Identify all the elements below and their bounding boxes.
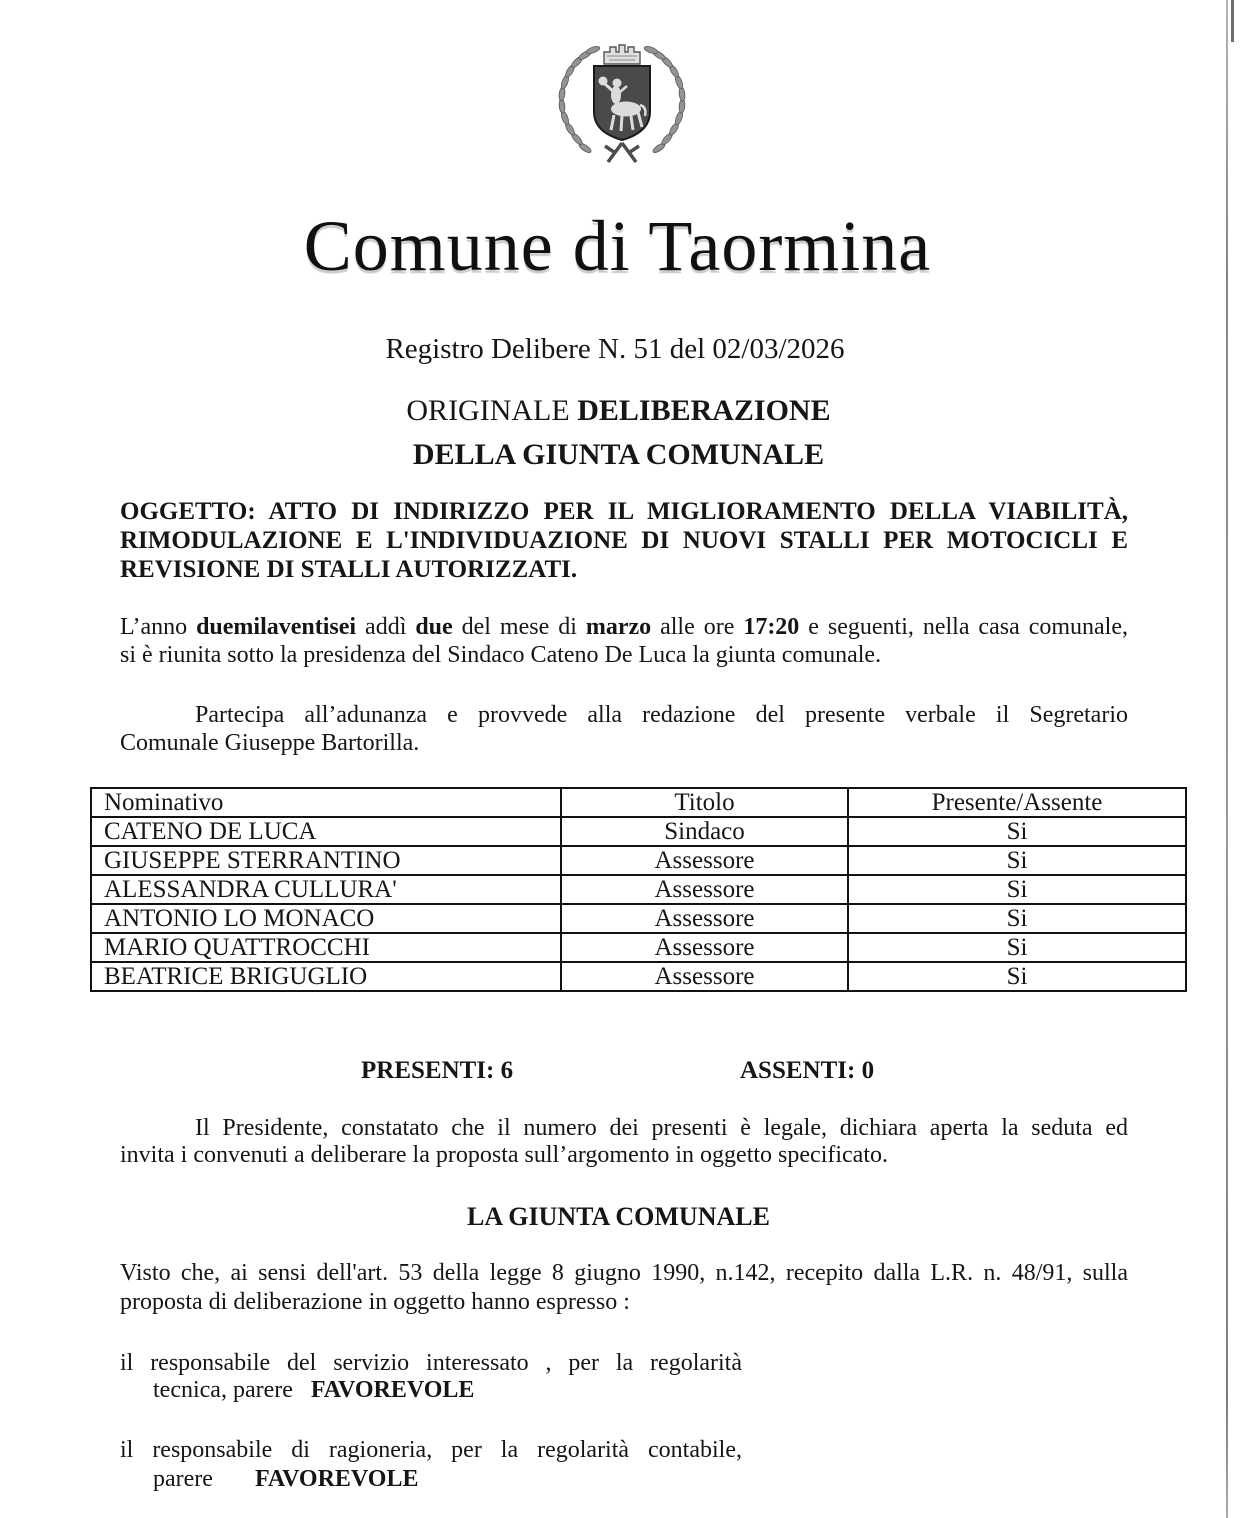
attendance-table xyxy=(90,787,1187,992)
column-header-presente-assente: Presente/Assente xyxy=(848,788,1186,817)
member-presence: Si xyxy=(848,875,1186,904)
table-header-row xyxy=(91,788,1186,817)
technical-opinion-line2: tecnica, parere FAVOREVOLE xyxy=(153,1377,475,1403)
register-line: Registro Delibere N. 51 del 02/03/2026 xyxy=(385,333,845,365)
technical-opinion-line1: il responsabile del servizio interessato , per la regolarità xyxy=(120,1350,742,1376)
member-title: Assessore xyxy=(561,904,848,933)
member-presence: Si xyxy=(848,962,1186,991)
subject-paragraph xyxy=(120,497,1128,584)
member-title: Assessore xyxy=(561,962,848,991)
member-presence: Si xyxy=(848,933,1186,962)
secretary-paragraph xyxy=(120,701,1128,757)
session-paragraph xyxy=(120,613,1128,669)
visto-line2: proposta di deliberazione in oggetto hanno espresso : xyxy=(120,1289,630,1315)
accounting-opinion-line1: il responsabile di ragioneria, per la regolarità contabile, xyxy=(120,1437,742,1463)
scan-edge-tick xyxy=(1231,0,1234,42)
table-row xyxy=(91,904,1186,933)
municipality-title: Comune di Taormina xyxy=(303,206,932,286)
member-name: ANTONIO LO MONACO xyxy=(91,904,561,933)
presenti-count: PRESENTI: 6 xyxy=(361,1057,514,1084)
member-name: ALESSANDRA CULLURA' xyxy=(91,875,561,904)
member-presence: Si xyxy=(848,904,1186,933)
municipal-crest-icon xyxy=(552,40,692,172)
table-row xyxy=(91,846,1186,875)
giunta-heading: LA GIUNTA COMUNALE xyxy=(467,1202,770,1231)
member-title: Assessore xyxy=(561,933,848,962)
visto-paragraph xyxy=(120,1259,1128,1317)
subject-line: RIMODULAZIONE E L'INDIVIDUAZIONE DI NUOVI STALLI PER MOTOCICLI E xyxy=(120,527,1128,554)
doc-type-line1: ORIGINALE DELIBERAZIONE xyxy=(406,394,831,427)
secretary-line2: Comunale Giuseppe Bartorilla. xyxy=(120,730,420,756)
member-presence: Si xyxy=(848,846,1186,875)
table-row xyxy=(91,817,1186,846)
column-header-titolo: Titolo xyxy=(561,788,848,817)
opening-line1: Il Presidente, constatato che il numero dei presenti è legale, dichiara aperta la seduta ed xyxy=(195,1115,1128,1141)
table-row xyxy=(91,875,1186,904)
table-row xyxy=(91,933,1186,962)
member-name: GIUSEPPE STERRANTINO xyxy=(91,846,561,875)
technical-opinion xyxy=(120,1350,742,1404)
accounting-verdict: FAVOREVOLE xyxy=(254,1466,419,1492)
opening-line2: invita i convenuti a deliberare la proposta sull’argomento in oggetto specificato. xyxy=(120,1142,888,1168)
subject-line: REVISIONE DI STALLI AUTORIZZATI. xyxy=(120,556,578,583)
session-line2: si è riunita sotto la presidenza del Sindaco Cateno De Luca la giunta comunale. xyxy=(120,642,882,668)
secretary-line1: Partecipa all’adunanza e provvede alla redazione del presente verbale il Segretario xyxy=(195,702,1128,728)
crown-icon xyxy=(604,45,640,64)
subject-line: OGGETTO: ATTO DI INDIRIZZO PER IL MIGLIORAMENTO DELLA VIABILITÀ, xyxy=(120,498,1128,525)
session-line1: L’anno duemilaventisei addì due del mese di marzo alle ore 17:20 e seguenti, nella casa comunale, xyxy=(120,614,1128,640)
visto-line1: Visto che, ai sensi dell'art. 53 della legge 8 giugno 1990, n.142, recepito dalla L.R. n. 48/91, sulla xyxy=(120,1260,1128,1286)
member-title: Assessore xyxy=(561,846,848,875)
document-type-heading xyxy=(0,389,1237,477)
table-row xyxy=(91,962,1186,991)
opening-paragraph xyxy=(120,1115,1128,1169)
doc-type-line2: DELLA GIUNTA COMUNALE xyxy=(412,438,825,471)
member-name: BEATRICE BRIGUGLIO xyxy=(91,962,561,991)
accounting-opinion xyxy=(120,1436,742,1494)
member-title: Sindaco xyxy=(561,817,848,846)
member-name: MARIO QUATTROCCHI xyxy=(91,933,561,962)
assenti-count: ASSENTI: 0 xyxy=(740,1057,875,1084)
member-name: CATENO DE LUCA xyxy=(91,817,561,846)
member-presence: Si xyxy=(848,817,1186,846)
technical-verdict: FAVOREVOLE xyxy=(310,1377,475,1403)
member-title: Assessore xyxy=(561,875,848,904)
column-header-nominativo: Nominativo xyxy=(91,788,561,817)
accounting-opinion-line2: parere FAVOREVOLE xyxy=(153,1466,419,1492)
ribbon-icon xyxy=(605,143,639,162)
